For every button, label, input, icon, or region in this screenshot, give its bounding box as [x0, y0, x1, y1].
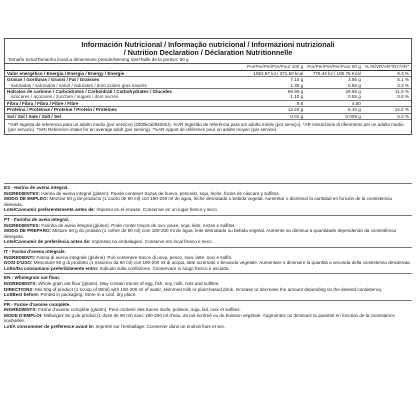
- product-title-es: ES - Harina de avena integral.: [4, 185, 69, 190]
- value-per50: 6.10 g: [305, 107, 363, 113]
- lot-label-fr: Lot/A consommer de préférence avant le:: [4, 324, 95, 330]
- value-per100: 1.30 g: [290, 82, 304, 88]
- preparation-label-pt: MODO DE PREPARO:: [4, 228, 52, 234]
- ingredients-text-fr: Farine d'avoine complète (gluten). Peut contenir des traces œufs, poisson, soja, lait, noix et sulfites.: [38, 307, 241, 313]
- product-title-en: EN - Wholegrain oat flour.: [4, 275, 61, 281]
- value-per100: 7.10 g: [243, 77, 305, 83]
- value-ir: 3.3 %: [397, 82, 409, 88]
- value-ir: 0.6 %: [397, 94, 409, 100]
- nutrient-label: Hidratos de carbono / Carboidratos / Carboidrati / Carbohydrates / Glucides: [5, 89, 243, 95]
- preparation-text-en: Mix 50g of product (1 scoop of 90ml) with 180-200 ml of water, skimmed milk or plant-based drink. Increase or decrease the amount depending on the desired consistency.: [35, 286, 383, 292]
- preparation-pt: [4, 228, 412, 239]
- value-per100: 12.20 g: [243, 107, 305, 113]
- lot-text-it: Indicato sulla confezione. Conservare in luogo fresco e asciutto.: [99, 265, 230, 271]
- preparation-es: [4, 196, 412, 207]
- value-ir: 9.3 %: [363, 70, 411, 76]
- lot-text-en: Printed in packaging. Store in a cool, dry place.: [40, 292, 137, 298]
- lot-it: [4, 266, 412, 272]
- lot-text-es: Impreso en el envase. Conservar en un lugar fresco y seco.: [96, 207, 218, 213]
- nutrition-heading: [5, 39, 411, 57]
- product-title-pt: PT - Farinha de aveia integral.: [4, 216, 70, 222]
- col-ir: % IR/VR/AR*/RI*/AR*: [364, 64, 409, 70]
- nutrient-label: Proteína / Proteínas / Proteine / Protein / Protéines: [5, 107, 243, 113]
- lot-text-pt: Impressa na embalagem. Conserve em local fresco e seco.: [91, 239, 213, 245]
- nutrient-label: azúcares / açúcares / zuccheri / sugars / dont sucres: [11, 94, 119, 100]
- preparation-fr: [4, 313, 412, 324]
- value-per50: 0.55 g: [348, 94, 361, 100]
- value-per100: 1552.87 kJ / 371.50 kcal: [243, 70, 305, 76]
- lang-section-it: [4, 247, 412, 273]
- value-ir: 0.2 %: [363, 113, 411, 119]
- col-per50: Por/Per/Per/Per/Pour 50 g: [307, 64, 361, 70]
- product-title-fr: FR - Farine d'avoine complète.: [4, 301, 71, 307]
- preparation-text-it: Mescolare 50 g di prodotto (1 misurino da 90 ml) con 180-200 ml di acqua, latte scremato o bevanda vegetale. Aumentare o diminuire la quantità a seconda della consistenza desiderata.: [33, 260, 411, 266]
- ingredients-label-pt: INGREDIENTES:: [4, 222, 40, 228]
- col-per100: Por/Per/Per/Per/Pour 100 g: [247, 64, 304, 70]
- nutrient-label: Sal / Sal / Sale / Salt / Sel: [5, 113, 243, 119]
- lot-label-en: Lot/Best before:: [4, 292, 40, 298]
- value-per50: 0.65 g: [348, 82, 361, 88]
- lot-fr: [4, 324, 412, 330]
- preparation-label-es: MODO DE EMPLEO:: [4, 196, 49, 202]
- value-ir: 5.1 %: [363, 77, 411, 83]
- nutrition-heading-line2: / Nutrition Declaration / Déclaration Nutritionnelle: [123, 48, 293, 58]
- lot-text-fr: Imprimé sur l'emballage. Conserver dans un endroit frais et sec.: [95, 324, 226, 330]
- ingredients-text-it: Farina di avena integrale (glutine). Può contenere tracce di uova, pesce, soia, latte, noci e solfiti.: [36, 254, 233, 260]
- value-per50: 29.95 g: [305, 89, 363, 95]
- ingredients-label-fr: INGRÉDIENTS:: [4, 307, 37, 313]
- nutrition-heading-line1: Información Nutricional / Informação nutricional / Informazioni nutrizionali: [81, 40, 335, 49]
- value-per50: 0.005 g: [305, 113, 363, 119]
- nutrient-label: Valor energético / Energia / Energia / Energy / Énergie: [5, 70, 243, 76]
- preparation-label-it: DOSI D'USO:: [4, 260, 33, 266]
- value-per100: 9.6: [243, 100, 305, 106]
- preparation-text-pt: Misture 50 g do produto (1 colher de 90 ml) com 180-200 ml de água, leite desnatado ou bebida vegetal. Aumente ou diminua a quantidade dependendo da consistência desejada.: [4, 228, 396, 239]
- serving-size: Tamaño toma/Tamanho leva/La dimensione prende/Serving size/Taille de la portion: 50 g: [5, 57, 411, 64]
- ingredients-text-es: Harina de avena integral (gluten). Puede contener trazas de huevo, pescado, soja, leche, frutos de cáscara y sulfitos.: [41, 190, 280, 196]
- nutrient-label: saturadas / saturados / saturi / saturates / dont acides gras saturés: [11, 82, 147, 88]
- lang-section-es: [4, 183, 412, 215]
- lang-section-en: [4, 273, 412, 299]
- lot-pt: [4, 239, 412, 245]
- lang-section-fr: [4, 300, 412, 332]
- value-per50: 4.80: [305, 100, 363, 106]
- value-per100: 59.90 g: [243, 89, 305, 95]
- value-per50: 3.55 g: [305, 77, 363, 83]
- preparation-label-en: DIRECTIONS:: [4, 286, 34, 292]
- value-ir: 12.2 %: [363, 107, 411, 113]
- nutrient-label: Grasas / Gorduras / Grassi / Fat / Graisses: [5, 77, 243, 83]
- lot-label-it: Lotto/Da consumarsi preferibilmente entro:: [4, 265, 99, 271]
- preparation-text-es: Mezclar 50 g de producto (1 cacito de 90 ml) con 180-200 ml de agua, leche desnatada o bebida vegetal. Aumentar o disminuir la cantidad en función de la consistencia deseada.: [4, 196, 392, 207]
- lot-en: [4, 292, 412, 298]
- value-per50: 776.44 kJ / 185.75 Kcal: [305, 70, 363, 76]
- language-sections: [4, 183, 412, 332]
- value-ir: 11.5 %: [363, 89, 411, 95]
- ingredients-label-it: INGREDIENTI:: [4, 254, 36, 260]
- nutrition-panel: [4, 38, 412, 135]
- value-per100: 1.10 g: [290, 94, 304, 100]
- nutrient-label: Fibra / Fibra / Fibra / Fibre / Fibre: [5, 100, 243, 106]
- product-title-it: IT - Farina d'avena integrale.: [4, 248, 66, 254]
- value-per100: 0.01 g: [243, 113, 305, 119]
- preparation-text-fr: Mélangez 50 g de produit (1 dose de 90 ml) avec 180-200 ml d'eau, de lait écrémé ou de boisson végétale. Augmentez ou diminuez la quantité en fonction de la consistance souhaitée.: [4, 312, 395, 324]
- ingredients-text-en: Whole grain oat flour (gluten). May contain traces of egg, fish, soy, milk, nuts and sulfites.: [38, 280, 220, 286]
- lot-label-es: Lote/Consumir preferentemente antes de:: [4, 207, 96, 213]
- preparation-label-fr: MODE D'EMPLOI:: [4, 312, 43, 318]
- ingredients-text-pt: Farinha de aveia integral (glúten). Pode conter traços de ovo, peixe, soja, leite, nozes e sulfitos.: [41, 222, 236, 228]
- ingredients-label-en: INGREDIENTS:: [4, 280, 37, 286]
- ingredients-label-es: INGREDIENTES:: [4, 190, 40, 196]
- lang-section-pt: [4, 215, 412, 247]
- lot-label-pt: Lote/Consumir de preferência antes de:: [4, 239, 91, 245]
- nutrition-table: [5, 64, 411, 119]
- reference-intake-footnote: *%IR Ingesta de referencia para un adulto medio (por servicio) (2000kcal/8400kJ). %VR Ingestão de referência para um adulto médio (por serviço). *AR Assunzione di riferimento per un adulto medio (per servizio). *%RI Reference intake for an average adult (per serving). *%AR Apport de référence pour un adulte moyen (par service).: [5, 119, 411, 134]
- lot-es: [4, 207, 412, 213]
